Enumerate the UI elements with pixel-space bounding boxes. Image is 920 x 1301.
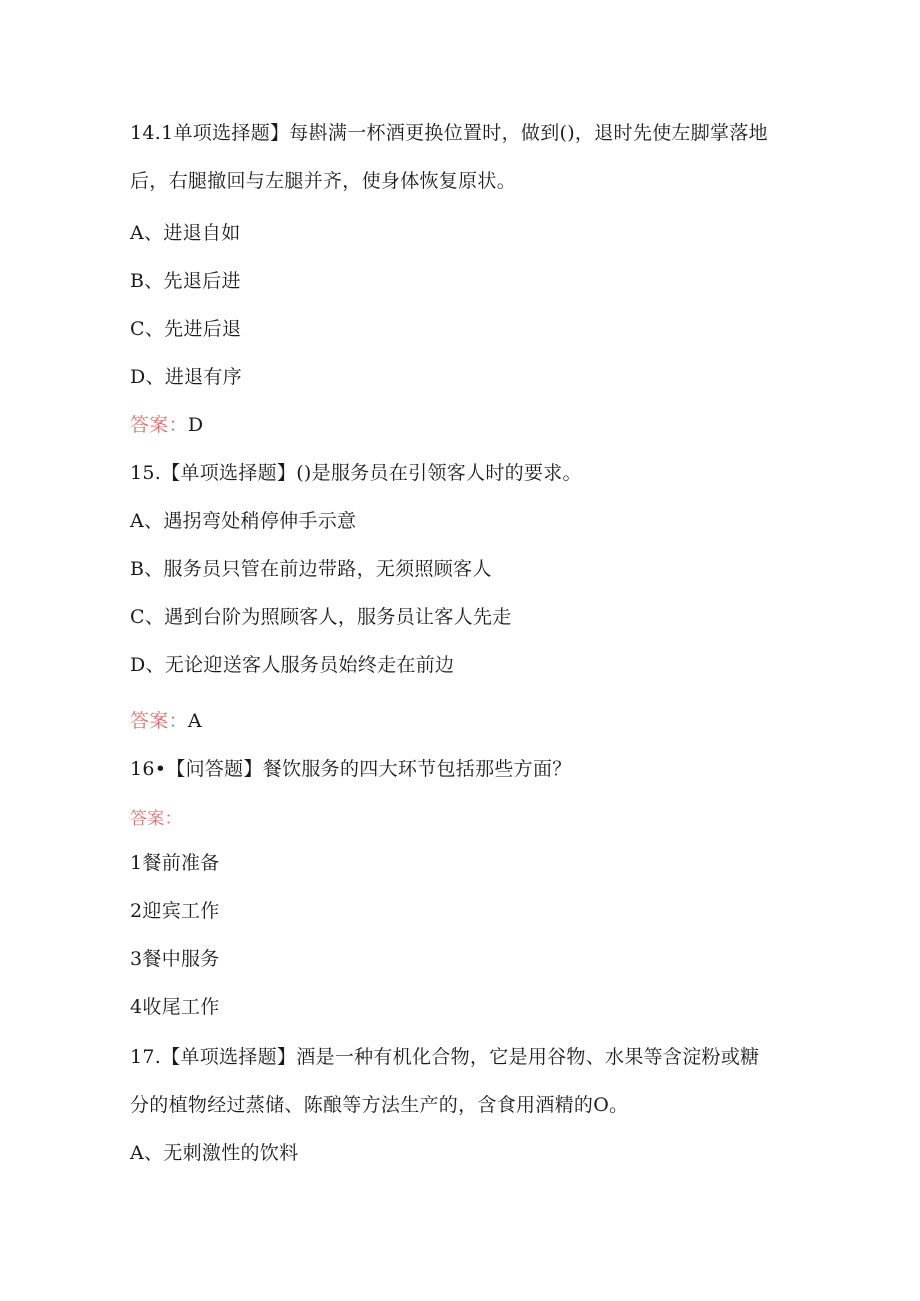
question-14-option-d: D、进退有序 — [130, 366, 243, 388]
question-15-option-c: C、遇到台阶为照顾客人，服务员让客人先走 — [130, 606, 512, 628]
question-16-answer-item-3: 3餐中服务 — [130, 948, 220, 970]
answer-value: D — [187, 414, 204, 436]
question-17-option-a: A、无刺激性的饮料 — [130, 1142, 299, 1164]
answer-label: 答案： — [130, 710, 188, 732]
question-16-answer-item-2: 2迎宾工作 — [130, 900, 220, 922]
question-15-option-a: A、遇拐弯处稍停伸手示意 — [130, 510, 357, 532]
question-17-text-line-1: 17.【单项选择题】酒是一种有机化合物，它是用谷物、水果等含淀粉或糖 — [130, 1046, 760, 1068]
question-14-option-c: C、先进后退 — [130, 318, 242, 340]
question-14-text-line-2: 后，右腿撤回与左腿并齐，使身体恢复原状。 — [130, 170, 517, 192]
question-14-answer — [130, 412, 203, 438]
question-15-text-line-1: 15.【单项选择题】()是服务员在引领客人时的要求。 — [130, 462, 582, 484]
answer-label: 答案： — [130, 809, 182, 829]
answer-value: A — [187, 710, 202, 732]
question-14-text-line-1: 14.1单项选择题】每斟满一杯酒更换位置时，做到()，退时先使左脚掌落地 — [130, 122, 768, 144]
question-15-answer — [130, 708, 202, 734]
question-14-option-b: B、先退后进 — [130, 270, 241, 292]
question-16-text-line-1: 16•【问答题】餐饮服务的四大环节包括那些方面？ — [130, 758, 572, 780]
question-15-option-d: D、无论迎送客人服务员始终走在前边 — [130, 654, 455, 676]
question-14-option-a: A、进退自如 — [130, 222, 241, 244]
answer-label: 答案： — [130, 414, 188, 436]
question-16-answer-item-4: 4收尾工作 — [130, 996, 220, 1018]
question-16-answer — [130, 806, 182, 832]
question-16-answer-item-1: 1餐前准备 — [130, 852, 220, 874]
question-15-option-b: B、服务员只管在前边带路，无须照顾客人 — [130, 558, 492, 580]
question-17-text-line-2: 分的植物经过蒸储、陈酿等方法生产的，含食用酒精的O。 — [130, 1094, 629, 1116]
